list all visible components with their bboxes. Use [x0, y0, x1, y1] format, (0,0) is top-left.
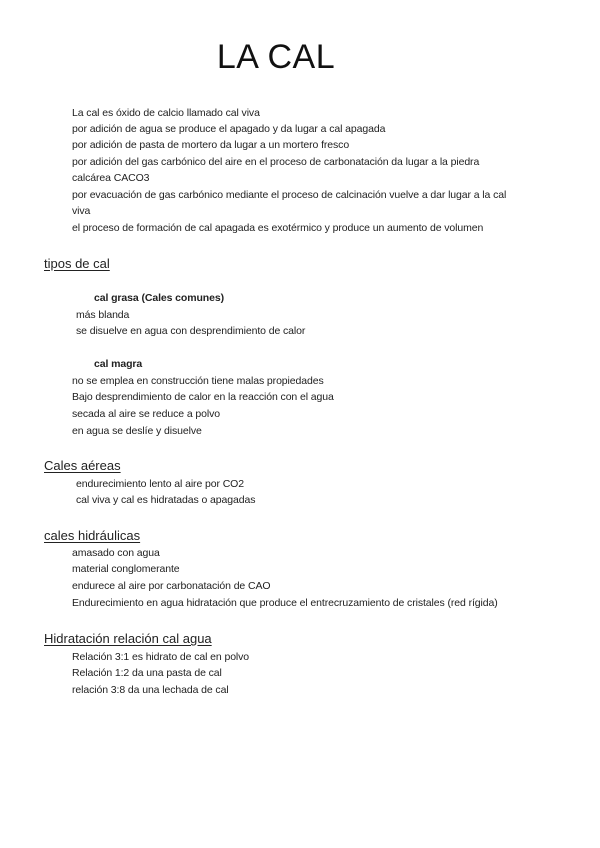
intro-line: viva: [72, 205, 91, 217]
list-item: Relación 3:1 es hidrato de cal en polvo: [72, 651, 250, 663]
subheading-cal-magra: cal magra: [94, 358, 143, 370]
section-heading-hidratacion: Hidratación relación cal agua: [44, 631, 212, 646]
list-item: material conglomerante: [72, 563, 180, 575]
intro-line: por adición de pasta de mortero da lugar a un mortero fresco: [72, 139, 350, 151]
list-item: Relación 1:2 da una pasta de cal: [72, 667, 222, 679]
list-item: secada al aire se reduce a polvo: [72, 408, 220, 420]
intro-line: por adición de agua se produce el apagado y da lugar a cal apagada: [72, 123, 386, 135]
list-item: más blanda: [76, 309, 130, 321]
subheading-cal-grasa: cal grasa (Cales comunes): [94, 292, 224, 304]
list-item: en agua se deslíe y disuelve: [72, 425, 202, 437]
intro-line: el proceso de formación de cal apagada es exotérmico y produce un aumento de volumen: [72, 222, 484, 234]
list-item: endurecimiento lento al aire por CO2: [76, 478, 244, 490]
section-heading-aereas: Cales aéreas: [44, 458, 121, 473]
intro-line: La cal es óxido de calcio llamado cal viva: [72, 107, 260, 119]
list-item: Endurecimiento en agua hidratación que produce el entrecruzamiento de cristales (red rígida): [72, 597, 498, 609]
list-item: relación 3:8 da una lechada de cal: [72, 684, 229, 696]
page-title: LA CAL: [216, 38, 336, 76]
intro-line: por adición del gas carbónico del aire en el proceso de carbonatación da lugar a la piedra: [72, 156, 480, 168]
list-item: cal viva y cal es hidratadas o apagadas: [76, 494, 256, 506]
intro-line: calcárea CACO3: [72, 172, 150, 184]
intro-line: por evacuación de gas carbónico mediante el proceso de calcinación vuelve a dar lugar a la cal: [72, 189, 507, 201]
list-item: Bajo desprendimiento de calor en la reacción con el agua: [72, 391, 334, 403]
section-heading-hidraulicas: cales hidráulicas: [44, 528, 141, 543]
section-heading-tipos: tipos de cal: [44, 256, 110, 271]
list-item: no se emplea en construcción tiene malas propiedades: [72, 375, 324, 387]
list-item: endurece al aire por carbonatación de CAO: [72, 580, 271, 592]
list-item: se disuelve en agua con desprendimiento de calor: [76, 325, 306, 337]
list-item: amasado con agua: [72, 547, 160, 559]
